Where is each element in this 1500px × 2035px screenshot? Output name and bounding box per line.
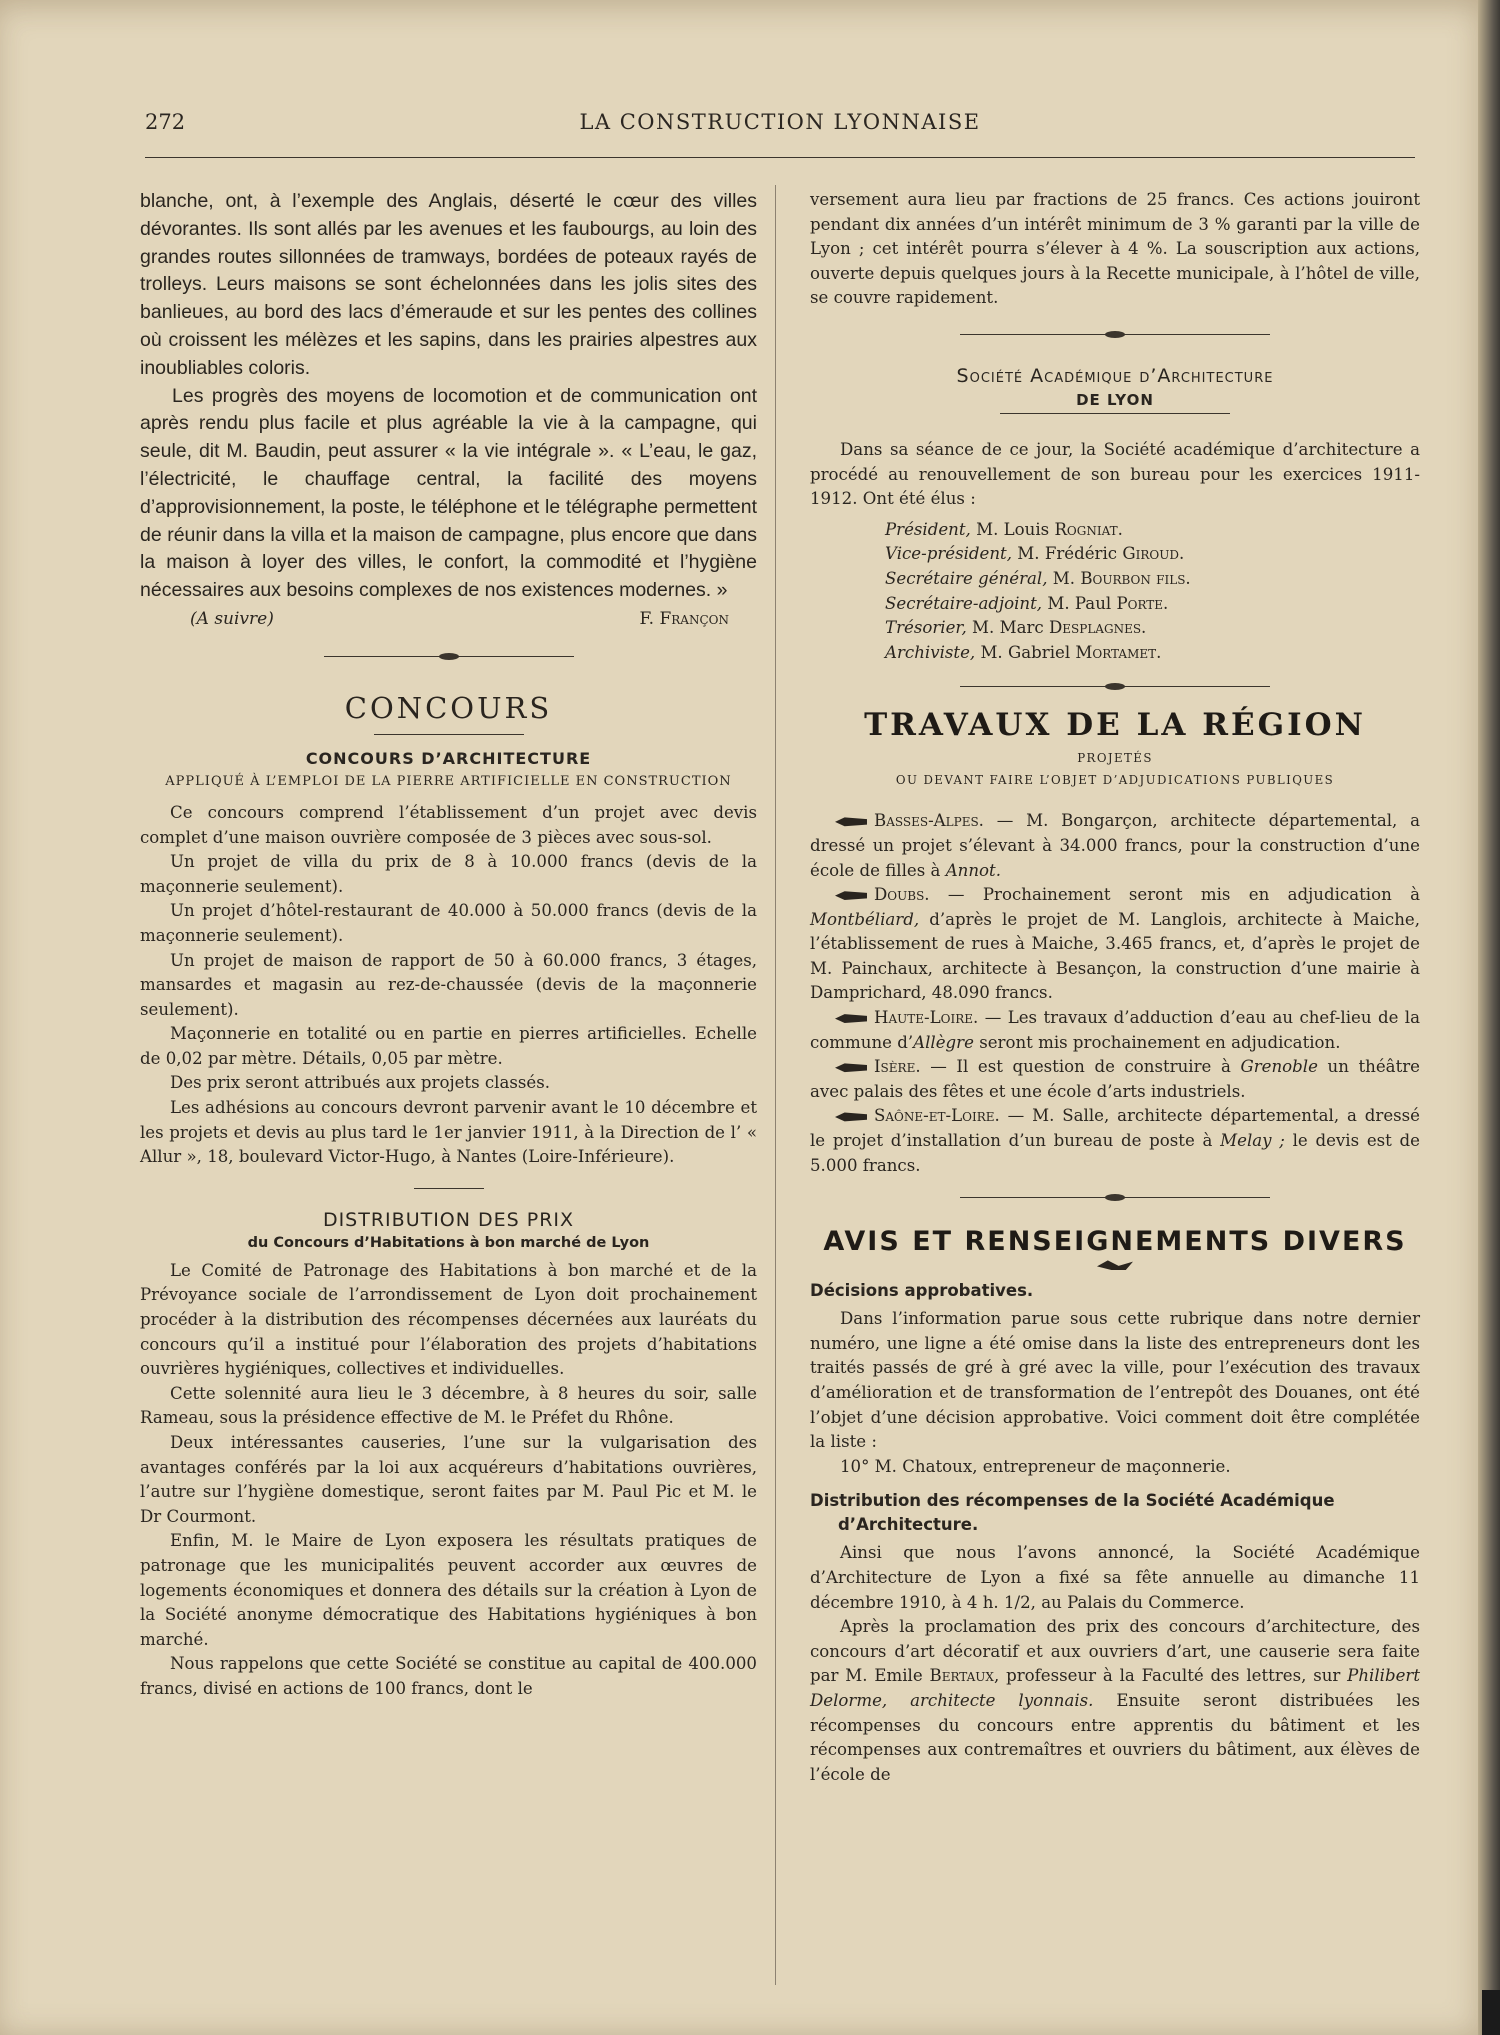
scan-corner (1482, 1990, 1500, 2035)
societe-subtitle: DE LYON (1000, 391, 1230, 414)
ornamental-rule (324, 653, 574, 661)
distribution-paragraph: Nous rappelons que cette Société se constitue au capital de 400.000 francs, divisé en actions de 100 francs, dont le (140, 1654, 757, 1698)
distribution-recompenses-paragraph: Ainsi que nous l’avons annoncé, la Société Académique d’Architecture de Lyon a fixé sa fête annuelle au dimanche 11 décembre 1910, à 4 h. 1/2, au Palais du Commerce. (810, 1543, 1420, 1612)
concours-architecture-subheading: APPLIQUÉ À L’EMPLOI DE LA PIERRE ARTIFICIELLE EN CONSTRUCTION (165, 773, 732, 789)
travaux-item: Doubs. — Prochainement seront mis en adjudication à Montbéliard, d’après le projet de M. Langlois, architecte à Maiche, l’établissement de rues à Maiche, 3.465 francs, et, d’après le projet de M. Painchaux, architecte à Besançon, la construction d’une mairie à Damprichard, 48.090 francs. (810, 885, 1420, 1003)
fleuron-icon (1097, 1259, 1133, 1271)
concours-paragraph: Un projet de villa du prix de 8 à 10.000 francs (devis de la maçonnerie seulement). (140, 852, 757, 896)
travaux-sub-adjudications: OU DEVANT FAIRE L’OBJET D’ADJUDICATIONS PUBLIQUES (895, 773, 1335, 788)
short-rule (414, 1188, 484, 1189)
officer-entry: Secrétaire général, M. Bourbon fils. (885, 568, 1191, 588)
ornamental-rule (960, 683, 1270, 691)
decisions-heading: Décisions approbatives. (810, 1281, 1034, 1301)
distribution-paragraph: Enfin, M. le Maire de Lyon exposera les résultats pratiques de patronage que les municipalités peuvent accorder aux œuvres de logements économiques et donnera des détails sur la création à Lyon de la Société anonyme démocratique des Habitations hygiéniques à bon marché. (140, 1531, 757, 1649)
decisions-paragraph: Dans l’information parue sous cette rubrique dans notre dernier numéro, une ligne a été omise dans la liste des entrepreneurs dont les traités passés de gré à gré avec la ville, pour l’exécution des travaux d’amélioration et de transformation de l’entrepôt des Douanes, ont été l’objet d’une décision approbative. Voici comment doit être complétée la liste : (810, 1309, 1420, 1452)
distribution-paragraph: Le Comité de Patronage des Habitations à bon marché et de la Prévoyance sociale de l’arrondissement de Lyon doit prochainement procéder à la distribution des récompenses décernées aux lauréats du concours qu’il a institué pour l’élaboration des projets d’habitations ouvrières hygiéniques, collectives et individuelles. (140, 1260, 757, 1379)
concours-architecture-heading: CONCOURS D’ARCHITECTURE (305, 748, 592, 768)
travaux-item: Haute-Loire. — Les travaux d’adduction d’eau au chef-lieu de la commune d’Allègre seront mis prochainement en adjudication. (810, 1008, 1420, 1052)
left-column (140, 188, 757, 1702)
intro-paragraph: blanche, ont, à l’exemple des Anglais, déserté le cœur des villes dévorantes. Ils sont allés par les avenues et les faubourgs, au loin des grandes routes sillonnées de tramways, bordées de poteaux rayés de trolleys. Leurs maisons se sont échelonnées dans les jolis sites des banlieues, au bord des lacs d’émeraude et sur les pentes des collines où croissent les mélèzes et les sapins, dans les prairies alpestres aux inoubliables coloris. (140, 190, 757, 379)
officer-entry: Président, M. Louis Rogniat. (885, 519, 1123, 539)
page-edge-shadow (1478, 0, 1500, 2035)
running-title: LA CONSTRUCTION LYONNAISE (579, 110, 981, 134)
travaux-title: TRAVAUX DE LA RÉGION (864, 707, 1366, 744)
pointing-hand-icon (835, 1013, 867, 1024)
distribution-paragraph: Deux intéressantes causeries, l’une sur la vulgarisation des avantages conférés par la loi aux acquéreurs d’habitations ouvrières, l’autre sur l’hygiène domestique, seront faites par M. Paul Pic et M. le Dr Courmont. (140, 1433, 757, 1526)
pointing-hand-icon (835, 816, 867, 827)
travaux-sub-projetes: PROJETÉS (1077, 751, 1153, 766)
header-rule (145, 157, 1415, 158)
author-name: F. Françon (639, 608, 729, 629)
article-signature (140, 609, 757, 635)
pointing-hand-icon (835, 1062, 867, 1073)
page-header (145, 110, 1415, 150)
distribution-subheading: du Concours d’Habitations à bon marché de Lyon (247, 1234, 650, 1251)
decisions-item: 10° M. Chatoux, entrepreneur de maçonnerie. (840, 1456, 1231, 1476)
officer-entry: Vice-président, M. Frédéric Giroud. (885, 544, 1185, 564)
concours-section-title: concours (344, 678, 553, 728)
short-rule (374, 734, 524, 735)
distribution-paragraph: Cette solennité aura lieu le 3 décembre, à 8 heures du soir, salle Rameau, sous la présidence effective de M. le Préfet du Rhône. (140, 1383, 757, 1428)
avis-title: AVIS ET RENSEIGNEMENTS DIVERS (823, 1226, 1407, 1258)
travaux-item: Saône-et-Loire. — M. Salle, architecte départemental, a dressé le projet d’installation d’un bureau de poste à Melay ; le devis est de 5.000 francs. (810, 1106, 1420, 1175)
societe-paragraph: Dans sa séance de ce jour, la Société académique d’architecture a procédé au renouvellement de son bureau pour les exercices 1911-1912. Ont été élus : (810, 439, 1420, 509)
concours-paragraph: Un projet de maison de rapport de 50 à 60.000 francs, 3 étages, mansardes et magasin au rez-de-chaussée (devis de la maçonnerie seulement). (140, 950, 757, 1019)
column-divider (775, 185, 776, 1985)
to-be-continued: (A suivre) (190, 608, 274, 629)
distribution-recompenses-paragraph: Après la proclamation des prix des concours d’architecture, des concours d’art décoratif et aux ouvriers d’art, une causerie sera faite par M. Emile Bertaux, professeur à la Faculté des lettres, sur Philibert Delorme, architecte lyonnais. Ensuite seront distribuées les récompenses du concours entre apprentis du bâtiment et les récompenses aux contremaîtres et ouvriers du bâtiment, aux élèves de l’école de (810, 1617, 1420, 1784)
concours-paragraph: Ce concours comprend l’établissement d’un projet avec devis complet d’une maison ouvrière composée de 3 pièces avec sous-sol. (140, 802, 757, 847)
ornamental-rule (960, 331, 1270, 339)
concours-paragraph: Maçonnerie en totalité ou en partie en pierres artificielles. Echelle de 0,02 par mètre. Détails, 0,05 par mètre. (140, 1024, 757, 1068)
officers-list (810, 518, 1420, 666)
concours-paragraph: Un projet d’hôtel-restaurant de 40.000 à 50.000 francs (devis de la maçonnerie seulement). (140, 901, 757, 945)
societe-title: Société Académique d’Architecture (956, 364, 1274, 387)
page-number: 272 (145, 110, 186, 134)
continuation-paragraph: versement aura lieu par fractions de 25 francs. Ces actions jouiront pendant dix années d’un intérêt minimum de 3 % garanti par la ville de Lyon ; cet intérêt pourra s’élever à 4 %. La souscription aux actions, ouverte depuis quelques jours à la Recette municipale, à l’hôtel de ville, se couvre rapidement. (810, 190, 1420, 308)
ornamental-rule (960, 1194, 1270, 1202)
right-column (810, 188, 1420, 1787)
concours-paragraph: Des prix seront attribués aux projets classés. (170, 1073, 551, 1093)
officer-entry: Trésorier, M. Marc Desplagnes. (885, 618, 1147, 638)
travaux-item: Basses-Alpes. — M. Bongarçon, architecte départemental, a dressé un projet s’élevant à 34.000 francs, pour la construction d’une école de filles à Annot. (810, 811, 1420, 880)
distribution-heading: DISTRIBUTION DES PRIX (322, 1208, 575, 1231)
officer-entry: Secrétaire-adjoint, M. Paul Porte. (885, 593, 1169, 613)
concours-paragraph: Les adhésions au concours devront parvenir avant le 10 décembre et les projets et devis au plus tard le 1er janvier 1911, à la Direction de l’ « Allur », 18, boulevard Victor-Hugo, à Nantes (Loire-Inférieure). (140, 1098, 757, 1167)
intro-paragraph: Les progrès des moyens de locomotion et de communication ont après rendu plus facile et plus agréable la vie à la campagne, qui seule, dit M. Baudin, peut assurer « la vie intégrale ». « L’eau, le gaz, l’électricité, le chauffage central, la facilité des moyens d’approvisionnement, la poste, le téléphone et le télégraphe permettent de réunir dans la villa et la maison de campagne, plus encore que dans la maison à loyer des villes, le confort, la commodité et l’hygiène nécessaires aux besoins complexes de nos existences modernes. » (140, 384, 757, 602)
travaux-item: Isère. — Il est question de construire à Grenoble un théâtre avec palais des fêtes et une école d’arts industriels. (810, 1057, 1421, 1101)
pointing-hand-icon (835, 890, 867, 901)
pointing-hand-icon (835, 1111, 867, 1122)
distribution-recompenses-heading: Distribution des récompenses de la Société Académique d’Architecture. (810, 1491, 1335, 1535)
officer-entry: Archiviste, M. Gabriel Mortamet. (885, 642, 1162, 662)
